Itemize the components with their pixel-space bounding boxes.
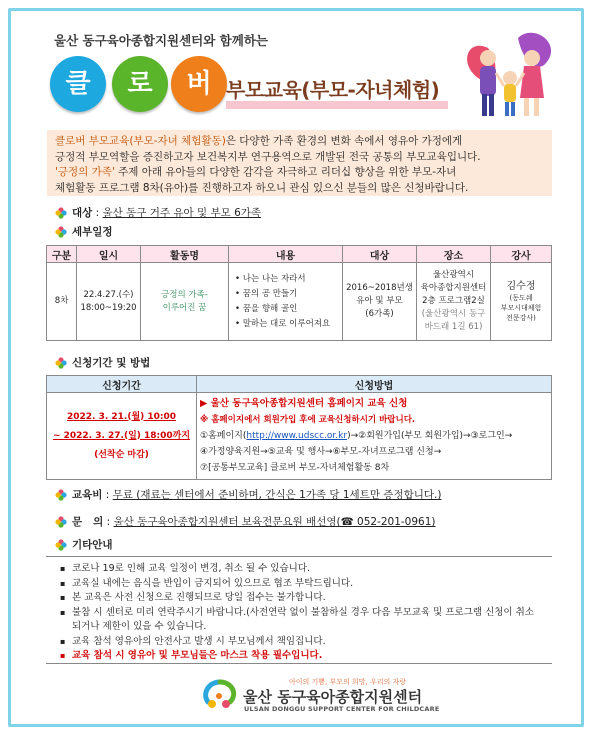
intro-box [47,130,552,196]
contact-value: 울산 동구육아종합지원센터 보육전문요원 배선영(☎ 052-201-0961) [113,516,436,528]
target-line-3: (6가족) [365,309,394,319]
lecturer-line-2: (동도쉐 [509,294,533,302]
flower-icon [55,539,67,551]
content-item: • 꿈을 향해 골인 [235,303,298,314]
col-header: 내용 [229,246,343,263]
target-line-2: 유아 및 부모 [356,296,403,306]
application-table [46,375,552,480]
target-line-1: 2016~2018년생 [346,283,413,293]
session-cell: 8차 [47,263,77,341]
footer-slogan: 아이의 기쁨, 부모의 희망, 우리의 자랑 [289,678,407,686]
misc-heading: 기타안내 [72,539,113,551]
fee-line: 교육비 : 무료 (재료는 센터에서 준비하며, 간식은 1가족 당 1세트만 증정합니다.) [55,487,441,502]
col-header-method: 신청방법 [197,376,552,393]
flower-icon [55,516,67,528]
activity-line-1: 긍정의 가족- [161,289,208,300]
contact-label: 문 의 [72,516,104,528]
center-logo-icon [200,674,240,714]
mask-notice: ▪ 교육 참석 시 영유아 및 부모님들은 마스크 착용 필수입니다. [60,649,538,664]
lecturer-cell [491,263,552,341]
schedule-heading-line [55,224,113,239]
application-heading-line [55,355,150,370]
intro-line-4: 체험활동 프로그램 8차(유아)를 진행하고자 하오니 관심 있으신 분들의 많은 신청바랍니다. [55,181,469,194]
place-cell [417,263,491,341]
place-line-2: 육아종합지원센터 [420,283,487,293]
contact-line: 문 의 : 울산 동구육아종합지원센터 보육전문요원 배선영(☎ 052-201-0961) [55,514,436,529]
intro-line-3: 주제 아래 유아들의 다양한 감각을 자극하고 리더십 향상을 위한 부모-자녀 [114,166,457,178]
activity-line-2: 이루어진 꿈 [162,302,207,313]
application-heading: 신청기간 및 방법 [72,357,151,369]
list-item: ▪ 본 교육은 사전 신청으로 진행되므로 당일 접수는 불가합니다. [60,591,538,606]
col-header: 구분 [47,246,77,263]
method-line-2: ※ 홈페이지에서 회원가입 후에 교육신청하시기 바랍니다. [200,415,416,425]
period-cell [47,393,197,480]
clover-circle-1: 클 [50,56,106,112]
lecturer-name: 김수정 [506,281,536,292]
misc-heading-line [55,537,113,552]
footer-center-name: 울산 동구육아종합지원센터 [243,688,423,706]
list-item: ▪ 불참 시 센터로 미리 연락주시기 바랍니다.(사전연락 없이 불참하실 경우 다음 부모교육 및 프로그램 신청이 취소되거나 제한이 있을 수 있습니다. [60,606,538,635]
place-line-1: 울산광역시 [432,270,475,280]
col-header: 일시 [77,246,141,263]
content-item: • 나는 나는 자라서 [235,273,306,284]
content-item: • 말하는 대로 이루어져요 [235,318,331,329]
schedule-header-row [47,246,552,263]
method-step-suffix: )→②회원가입(부모 회원가입)→③로그인→ [347,431,513,441]
list-item: ▪ 교육 참석 영유아의 안전사고 발생 시 부모님께서 책임집니다. [60,635,538,650]
top-caption: 울산 동구육아종합지원센터와 함께하는 [54,33,268,48]
notes-list [46,556,552,664]
method-step-prefix: ①홈페이지( [200,431,247,441]
footer-center-english: ULSAN DONGGU SUPPORT CENTER FOR CHILDCARE [244,705,440,713]
clover-circle-3: 버 [171,56,227,112]
table-row [47,263,552,341]
fee-value: 무료 (재료는 센터에서 준비하며, 간식은 1가족 당 1세트만 증정합니다.) [112,489,442,501]
date-value: 22.4.27.(수) [83,289,134,300]
target-line: 대상 : 울산 동구 거주 유아 및 부모 6가족 [55,205,261,220]
application-header-row [47,376,552,393]
flower-icon [55,357,67,369]
fee-label: 교육비 [72,489,103,501]
list-item: ▪ 코로나 19로 인해 교육 일정이 변경, 취소 될 수 있습니다. [60,562,538,577]
col-header: 장소 [417,246,491,263]
table-row [47,393,552,480]
place-line-3: 2층 프로그램2실 [422,296,485,306]
col-header-period: 신청기간 [47,376,197,393]
place-line-5: 바드래 1길 61) [424,322,483,332]
flower-icon [55,489,67,501]
list-item: ▪ 교육실 내에는 음식을 반입이 금지되어 있으므로 협조 부탁드립니다. [60,577,538,592]
schedule-table [46,245,552,341]
period-note: (선착순 마감) [94,449,149,460]
place-line-4: (울산광역시 동구 [421,309,486,319]
family-illustration [458,28,562,124]
method-line-1: ▶ 울산 동구육아종합지원센터 홈페이지 교육 신청 [200,398,408,409]
homepage-link[interactable]: http://www.udscc.or.kr [246,431,348,441]
intro-line-2: 긍정적 부모역할을 증진하고자 보건복지부 연구용역으로 개발된 전국 공통의 부모교육입니다. [55,150,481,163]
col-header: 활동명 [141,246,229,263]
intro-theme: '긍정의 가족' [55,166,115,178]
schedule-heading: 세부일정 [72,226,113,238]
content-item: • 꿈의 공 만들기 [235,288,298,299]
period-start: 2022. 3. 21.(월) 10:00 [66,411,177,422]
method-line-3 [200,428,548,444]
target-cell [343,263,417,341]
method-line-5: ⑦[공통부모교육] 클로버 부모-자녀체험활동 8차 [200,463,390,473]
date-cell [77,263,141,341]
method-cell [197,393,552,480]
target-label: 대상 [72,207,93,219]
lecturer-line-4: 전문강사) [506,314,536,322]
method-line-4: ④가정양육지원→⑤교육 및 행사→⑥부모-자녀프로그램 신청→ [200,447,442,457]
lecturer-line-3: 부모시대체험 [500,304,542,312]
contents-cell [229,263,343,341]
activity-cell [141,263,229,341]
program-subtitle: 부모교육(부모-자녀체험) [226,78,440,102]
flower-icon [55,226,67,238]
clover-circle-2: 로 [112,56,168,112]
time-value: 18:00~19:20 [80,302,137,313]
intro-program-name: 클로버 부모교육(부모-자녀 체험활동) [55,135,226,147]
col-header: 강사 [491,246,552,263]
col-header: 대상 [343,246,417,263]
intro-line-1: 은 다양한 가족 환경의 변화 속에서 영유아 가정에게 [225,135,463,147]
flower-icon [55,207,67,219]
period-end: ~ 2022. 3. 27.(일) 18:00까지 [52,430,191,441]
target-value: 울산 동구 거주 유아 및 부모 6가족 [102,207,262,219]
